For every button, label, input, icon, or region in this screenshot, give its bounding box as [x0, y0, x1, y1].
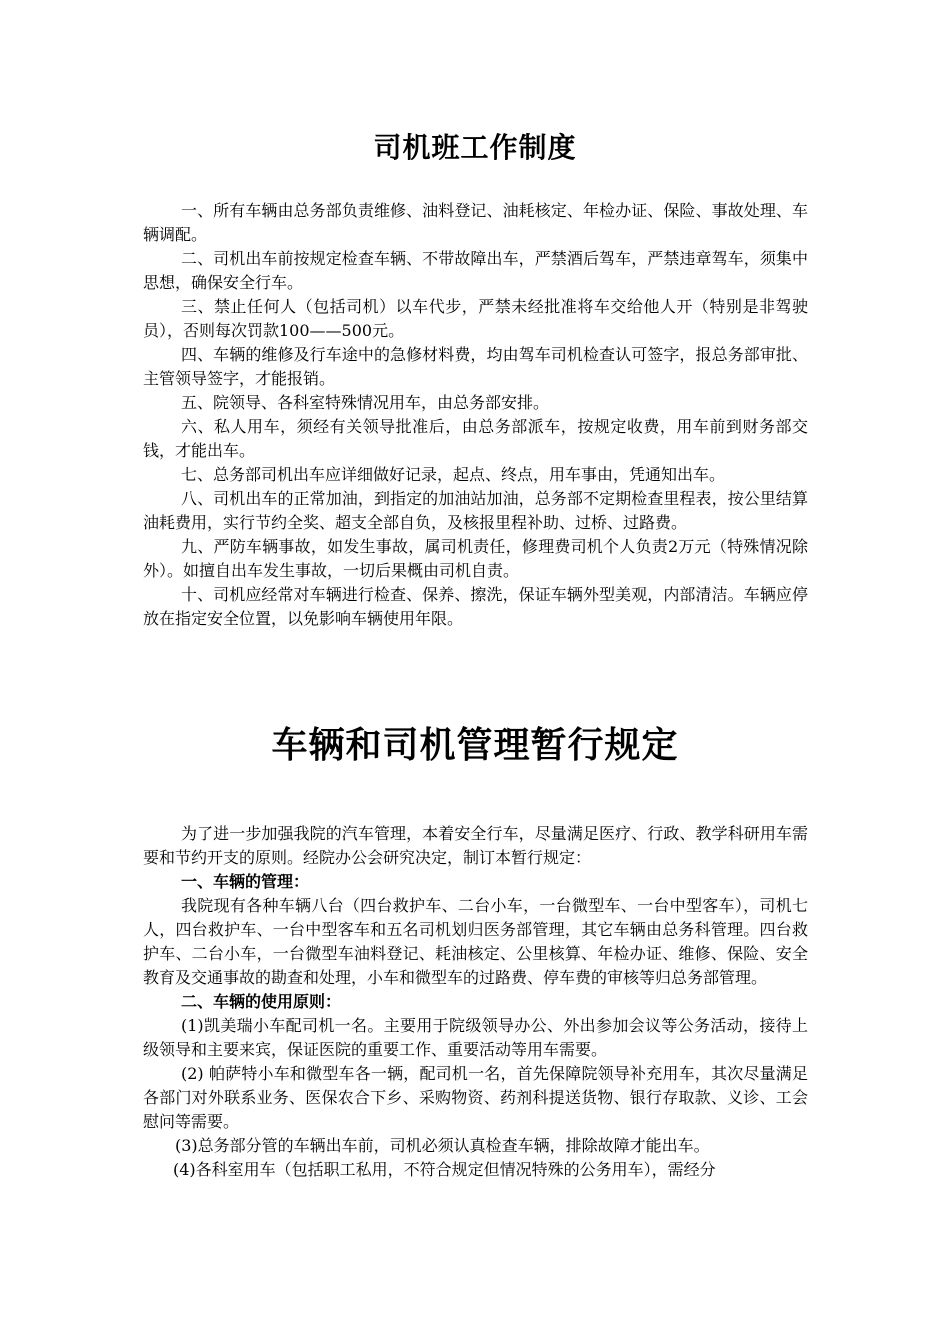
section1-title: 司机班工作制度: [373, 131, 577, 164]
section2-item-4: (4)各科室用车（包括职工私用，不符合规定但情况特殊的公务用车），需经分: [173, 1160, 716, 1179]
section1-body: [143, 199, 808, 631]
section1-paragraph-9: 九、严防车辆事故，如发生事故，属司机责任，修理费司机个人负责2万元（特殊情况除外）。如擅自出车发生事故，一切后果概由司机自责。: [143, 537, 808, 580]
section1-paragraph-7: 七、总务部司机出车应详细做好记录，起点、终点，用车事由，凭通知出车。: [181, 465, 726, 484]
section1-paragraph-3: 三、禁止任何人（包括司机）以车代步，严禁未经批准将车交给他人开（特别是非驾驶员），否则每次罚款100——500元。: [143, 297, 808, 340]
section2-heading-vehicle-management: 一、车辆的管理：: [181, 872, 310, 891]
section2-item-2: (2) 帕萨特小车和微型车各一辆，配司机一名，首先保障院领导补充用车，其次尽量满足各部门对外联系业务、医保农合下乡、采购物资、药剂科提送货物、银行存取款、义诊、工会慰问等需要。: [143, 1064, 808, 1131]
section1-paragraph-5: 五、院领导、各科室特殊情况用车，由总务部安排。: [181, 393, 550, 412]
section1-paragraph-1: 一、所有车辆由总务部负责维修、油料登记、油耗核定、年检办证、保险、事故处理、车辆调配。: [143, 201, 808, 244]
section2-title: 车辆和司机管理暂行规定: [271, 724, 679, 766]
section2-item-3: (3)总务部分管的车辆出车前，司机必须认真检查车辆，排除故障才能出车。: [175, 1136, 710, 1155]
section2-heading-usage-principles: 二、车辆的使用原则：: [181, 992, 342, 1011]
section2-paragraph-vehicle-management: 我院现有各种车辆八台（四台救护车、二台小车，一台微型车、一台中型客车），司机七人，四台救护车、一台中型客车和五名司机划归医务部管理，其它车辆由总务科管理。四台救护车、二台小车，一台微型车油料登记、耗油核定、公里核算、年检办证、维修、保险、安全教育及交通事故的勘查和处理，小车和微型车的过路费、停车费的审核等归总务部管理。: [143, 896, 808, 987]
section1-paragraph-10: 十、司机应经常对车辆进行检查、保养、擦洗，保证车辆外型美观，内部清洁。车辆应停放在指定安全位置，以免影响车辆使用年限。: [143, 585, 808, 628]
section2-intro: 为了进一步加强我院的汽车管理，本着安全行车，尽量满足医疗、行政、教学科研用车需要和节约开支的原则。经院办公会研究决定，制订本暂行规定：: [143, 824, 808, 867]
section1-paragraph-8: 八、司机出车的正常加油，到指定的加油站加油，总务部不定期检查里程表，按公里结算油耗费用，实行节约全奖、超支全部自负，及核报里程补助、过桥、过路费。: [143, 489, 808, 532]
section1-paragraph-6: 六、私人用车，须经有关领导批准后，由总务部派车，按规定收费，用车前到财务部交钱，才能出车。: [143, 417, 808, 460]
section1-paragraph-2: 二、司机出车前按规定检查车辆、不带故障出车，严禁酒后驾车，严禁违章驾车，须集中思想，确保安全行车。: [143, 249, 808, 292]
section2-body: [143, 822, 808, 1182]
section2-item-1: (1)凯美瑞小车配司机一名。主要用于院级领导办公、外出参加会议等公务活动，接待上级领导和主要来宾，保证医院的重要工作、重要活动等用车需要。: [143, 1016, 808, 1059]
section1-paragraph-4: 四、车辆的维修及行车途中的急修材料费，均由驾车司机检查认可签字，报总务部审批、主管领导签字，才能报销。: [143, 345, 808, 388]
